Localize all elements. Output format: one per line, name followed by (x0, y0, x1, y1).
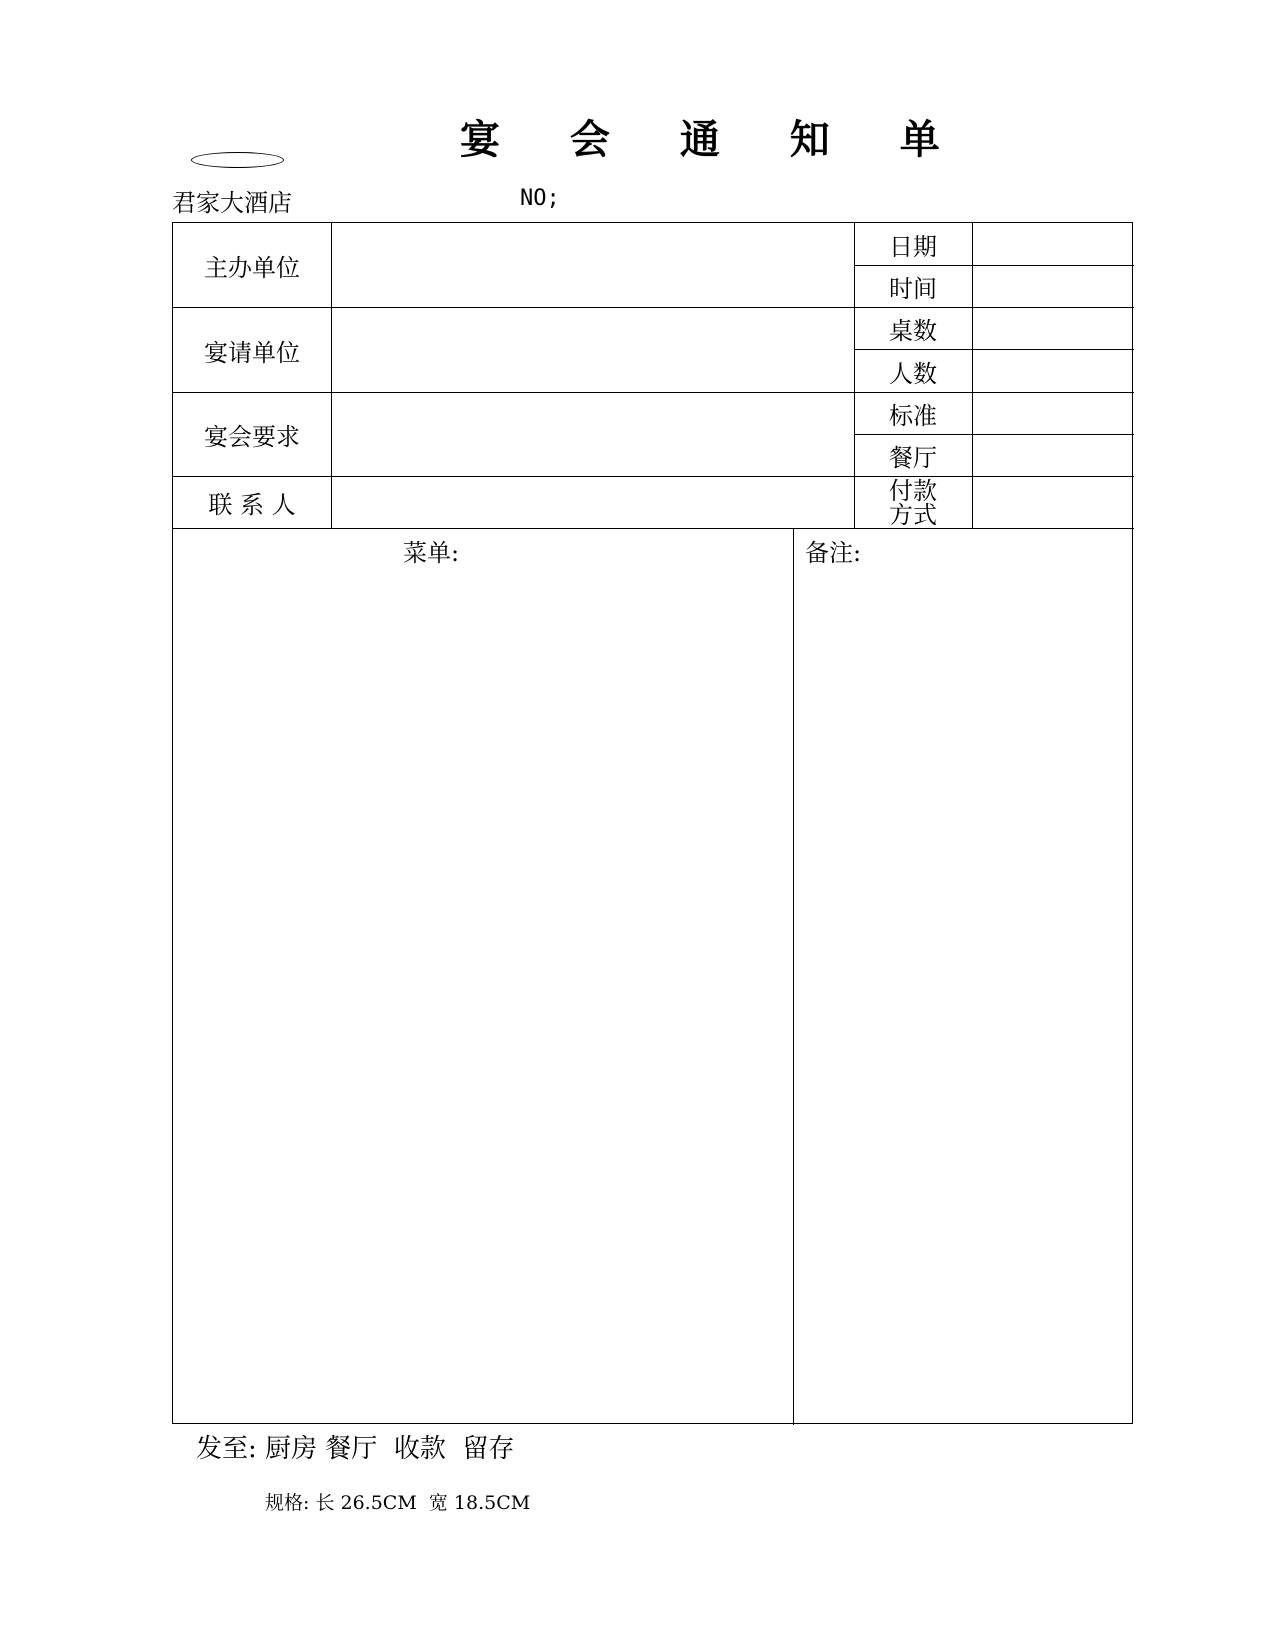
host-unit-label: 主办单位 (204, 253, 300, 282)
inviting-unit-field[interactable] (332, 308, 854, 392)
banquet-requirements-label: 宴会要求 (204, 423, 300, 451)
paper-spec: 规格: 长 26.5CM 宽 18.5CM (265, 1492, 531, 1514)
standard-label: 标准 (889, 402, 937, 430)
time-label: 时间 (889, 275, 937, 303)
standard-field[interactable] (973, 393, 1134, 434)
distribution-list: 发至: 厨房 餐厅 收款 留存 (196, 1434, 515, 1464)
guest-count-label: 人数 (889, 359, 937, 388)
date-field[interactable] (973, 223, 1134, 265)
notes-label: 备注: (805, 539, 862, 567)
menu-label: 菜单: (403, 539, 460, 567)
guest-count-field[interactable] (973, 350, 1134, 392)
row-divider (173, 528, 1134, 529)
hotel-name: 君家大酒店 (172, 189, 292, 217)
payment-method-field[interactable] (973, 477, 1134, 528)
time-field[interactable] (973, 266, 1134, 307)
restaurant-field[interactable] (973, 435, 1134, 476)
date-label: 日期 (889, 232, 937, 261)
restaurant-label: 餐厅 (889, 444, 937, 472)
table-count-label: 桌数 (889, 317, 937, 345)
form-title: 宴 会 通 知 单 (460, 116, 968, 163)
document-number-label: NO; (520, 186, 560, 211)
contact-person-field[interactable] (332, 477, 854, 528)
notes-field[interactable] (794, 573, 1134, 1423)
banquet-notice-form (172, 222, 1133, 1424)
banquet-requirements-field[interactable] (332, 393, 854, 476)
host-unit-field[interactable] (332, 223, 854, 307)
table-count-field[interactable] (973, 308, 1134, 349)
inviting-unit-label: 宴请单位 (204, 338, 300, 367)
menu-field[interactable] (173, 573, 793, 1423)
hotel-logo-oval (191, 152, 284, 168)
contact-person-label: 联 系 人 (208, 491, 296, 519)
payment-method-label: 付款 方式 (889, 476, 937, 529)
